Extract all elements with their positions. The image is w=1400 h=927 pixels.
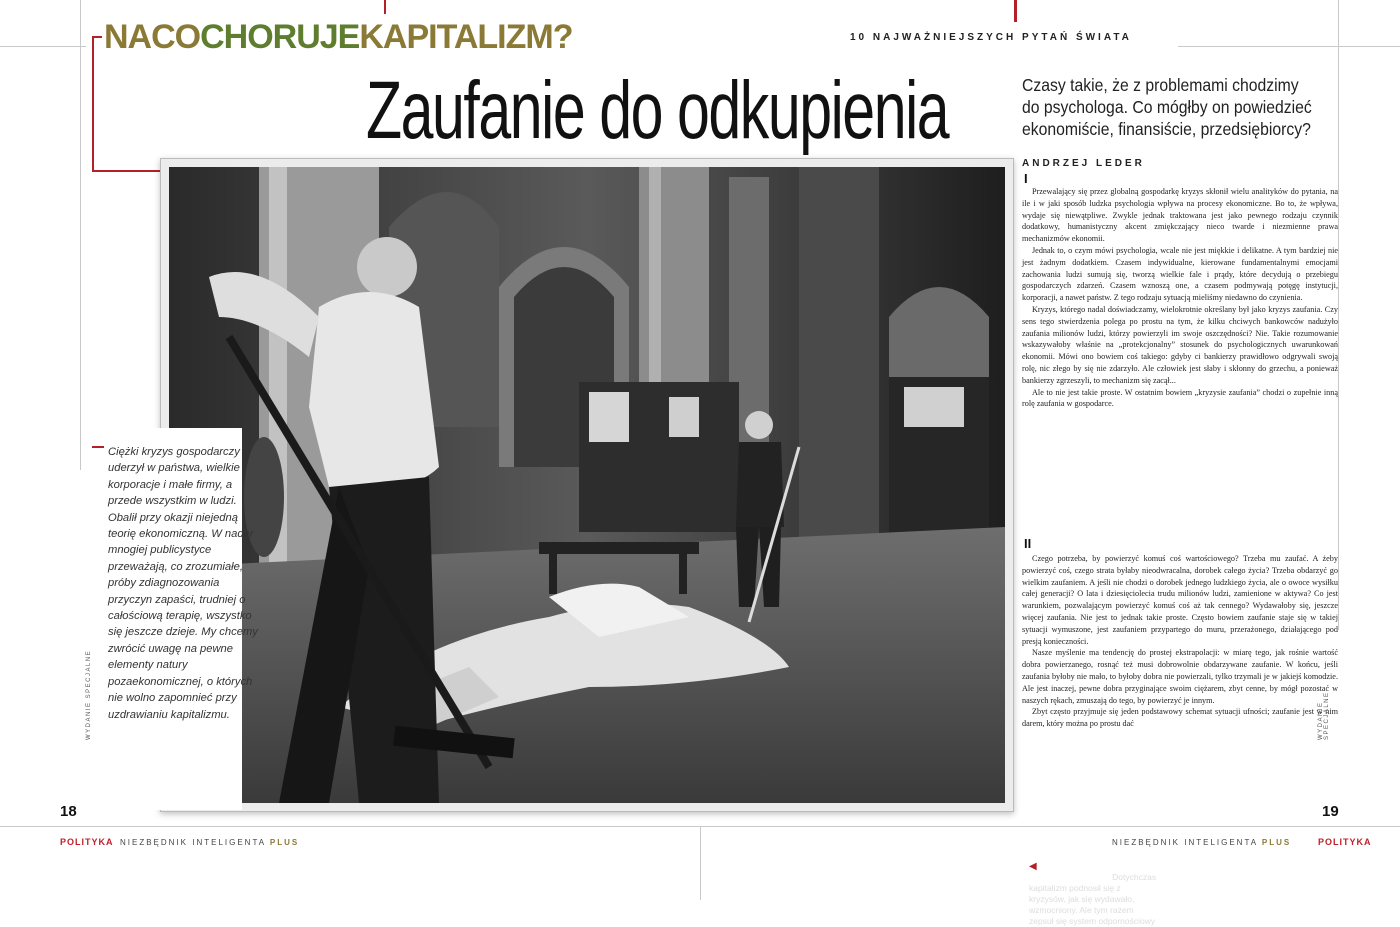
body-column-b bbox=[1022, 553, 1338, 823]
footer-series-plus: PLUS bbox=[1261, 838, 1292, 847]
brand-logo: POLITYKA bbox=[1318, 837, 1372, 847]
vertical-label: WYDANIE SPECJALNE bbox=[86, 649, 92, 740]
caption-arrow-icon: ◀ bbox=[1029, 861, 1037, 872]
paragraph: Kryzys, którego nadal doświadczamy, wielokrotnie określany był jako kryzys zaufania. Czy sens tego stwierdzenia polega po prostu na tym, że kilku chciwych bankowców nadużyło zaufania milionów ludzi, którzy powierzyli im swoje oszczędności? Nie. Takie rozumowanie wskazywałoby właśnie na „protekcjonalny” stosunek do psychologicznych uwarunkowań ekonomii. Mówi ono bowiem coś takiego: gdyby ci bankierzy prawidłowo odgrywali swoją rolę, nic złego by się nie zdarzyło. Ale człowiek jest słaby i skłonny do grzechu, a ponieważ bankierzy zgrzeszyli, to mechanizm się zacął... bbox=[1022, 304, 1338, 385]
footer-series bbox=[1112, 838, 1291, 847]
paragraph: Ale to nie jest takie proste. W ostatnim bowiem „kryzysie zaufania” chodzi o zupełnie inną rolę zaufania w gospodarce. bbox=[1022, 387, 1338, 409]
frame-line bbox=[0, 46, 86, 47]
caption-text: Dotychczas kapitalizm podnosił się z kryzysów, jak się wydawało, wzmocniony. Ale tym razem zepsuł się system odpornościowy bbox=[1029, 872, 1157, 926]
paragraph: Czego potrzeba, by powierzyć komuś coś wartościowego? Trzeba mu zaufać. A żeby powierzyć coś, czego strata byłaby nieodwracalna, dorobek całego życia? Trzeba obdarzyć go wielkim zaufaniem. A jeśli nie chodzi o dorobek jednego ludzkiego życia, ale o owoce wysiłku całej generacji? O lata i dziesięciolecia trudu milionów ludzi, zamienione w aktywa? Co jest warunkiem, pozwalającym powierzyć komuś coś aż tak cennego? Wydawałoby się, jeszcze więcej zaufania. Nie jest to jednak takie proste. Często bowiem zaufanie staje się w takiej sytuacji wymuszone, jest zaufaniem przypartego do muru, przerażonego, działającego pod presją konieczności. bbox=[1022, 554, 1338, 646]
accent-bracket bbox=[92, 170, 162, 172]
dek: Czasy takie, że z problemami chodzimy do psychologa. Co mógłby on powiedzieć ekonomiście, finansiście, przedsiębiorcy? bbox=[1022, 75, 1312, 139]
page-number-left: 18 bbox=[60, 803, 77, 820]
section-title-part: NACO bbox=[104, 18, 201, 56]
vertical-label: WYDANIE SPECJALNE bbox=[1318, 691, 1330, 740]
section-number: II bbox=[1024, 536, 1032, 551]
frame-line bbox=[80, 0, 81, 470]
photo-illustration bbox=[169, 167, 1005, 803]
frame-line bbox=[1338, 0, 1339, 630]
section-title bbox=[104, 18, 572, 57]
footer-series bbox=[120, 838, 299, 847]
lede-accent bbox=[92, 446, 104, 448]
photo-caption bbox=[1029, 861, 1159, 927]
headline: Zaufanie do odkupienia bbox=[366, 65, 949, 156]
accent-tick bbox=[1014, 0, 1017, 22]
series-label: 10 NAJWAŻNIEJSZYCH PYTAŃ ŚWIATA bbox=[850, 32, 1132, 43]
section-title-part: KAPITALIZM? bbox=[359, 18, 573, 56]
author: ANDRZEJ LEDER bbox=[1022, 158, 1145, 169]
lede-text: Ciężki kryzys gospodarczy uderzył w państwa, wielkie korporacje i małe firmy, a przede wszystkim w ludzi. Obalił przy okazji niejedną teorię ekonomiczną. W nader mnogiej publicystyce przeważają, co zrozumiałe, próby zdiagnozowania przyczyn zapaści, trudniej o całościową terapię, wszystko się jeszcze dzieje. My chcemy zwrócić uwagę na pewne elementy natury pozaekonomicznej, o których nie wolno zapomnieć przy uzdrawianiu kapitalizmu. bbox=[108, 446, 258, 721]
paragraph: Przewalający się przez globalną gospodarkę kryzys skłonił wielu analityków do pytania, na ile i w jaki sposób ludzka psychologia wpływa na procesy ekonomiczne. Bo to, że wpływa, wydaje się niewątpliwe. Zwykle jednak traktowana jest jako pewnego rodzaju czynnik dodatkowy, humanistyczny akcent zmiękczający nieco twarde i niezmienne prawa mechanizmów ekonomii. bbox=[1022, 187, 1338, 244]
paragraph: Zbyt często przyjmuje się jeden podstawowy schemat sytuacji ufności; zaufanie jest w nim darem, który można po prostu dać bbox=[1022, 707, 1338, 729]
accent-bracket bbox=[92, 36, 94, 172]
footer-series-name: NIEZBĘDNIK INTELIGENTA bbox=[1112, 838, 1258, 847]
page-number-right: 19 bbox=[1322, 803, 1339, 820]
footer-series-plus: PLUS bbox=[269, 838, 300, 847]
brand-logo: POLITYKA bbox=[60, 837, 114, 847]
accent-tick bbox=[384, 0, 386, 14]
frame-line bbox=[1178, 46, 1400, 47]
footer-series-name: NIEZBĘDNIK INTELIGENTA bbox=[120, 838, 266, 847]
paragraph: Nasze myślenie ma tendencję do prostej ekstrapolacji: w miarę tego, jak rośnie wartość dobra powierzanego, rosnąć też musi dobrowolnie obdarzywane zaufanie. W końcu, jeśli zaufania byłoby nie mało, to byłoby dobra nie powierzali, tylko trzymali je w jakiejś komodzie. Ale jest inaczej, pewne dobra przyginające swoim ciężarem, zbyt cenne, by mógł pozostać w naszych rękach, zmuszają do tego, by powierzyć je innym. bbox=[1022, 648, 1338, 705]
paragraph: Jednak to, o czym mówi psychologia, wcale nie jest miękkie i delikatne. A tym bardziej nie jest żadnym dodatkiem. Czasem indywidualne, kierowane fundamentalnymi emocjami zachowania ludzi sumują się, tworzą wielkie fale i prądy, które decydują o przebiegu gospodarczych zdarzeń. Czasem wznoszą one, a czasem podmywają potęgę instytucji, korporacji, a nawet państw. Z tego rodzaju sytuacją mieliśmy niedawno do czynienia. bbox=[1022, 245, 1338, 303]
section-title-part: CHORUJE bbox=[200, 18, 360, 56]
caption-title: Sprzątanie siedziby Giełdy Londyńskiej, 1913 r. bbox=[1029, 861, 1147, 882]
spine-line bbox=[700, 826, 701, 900]
body-column-a bbox=[1022, 186, 1338, 410]
section-number: I bbox=[1024, 171, 1028, 186]
